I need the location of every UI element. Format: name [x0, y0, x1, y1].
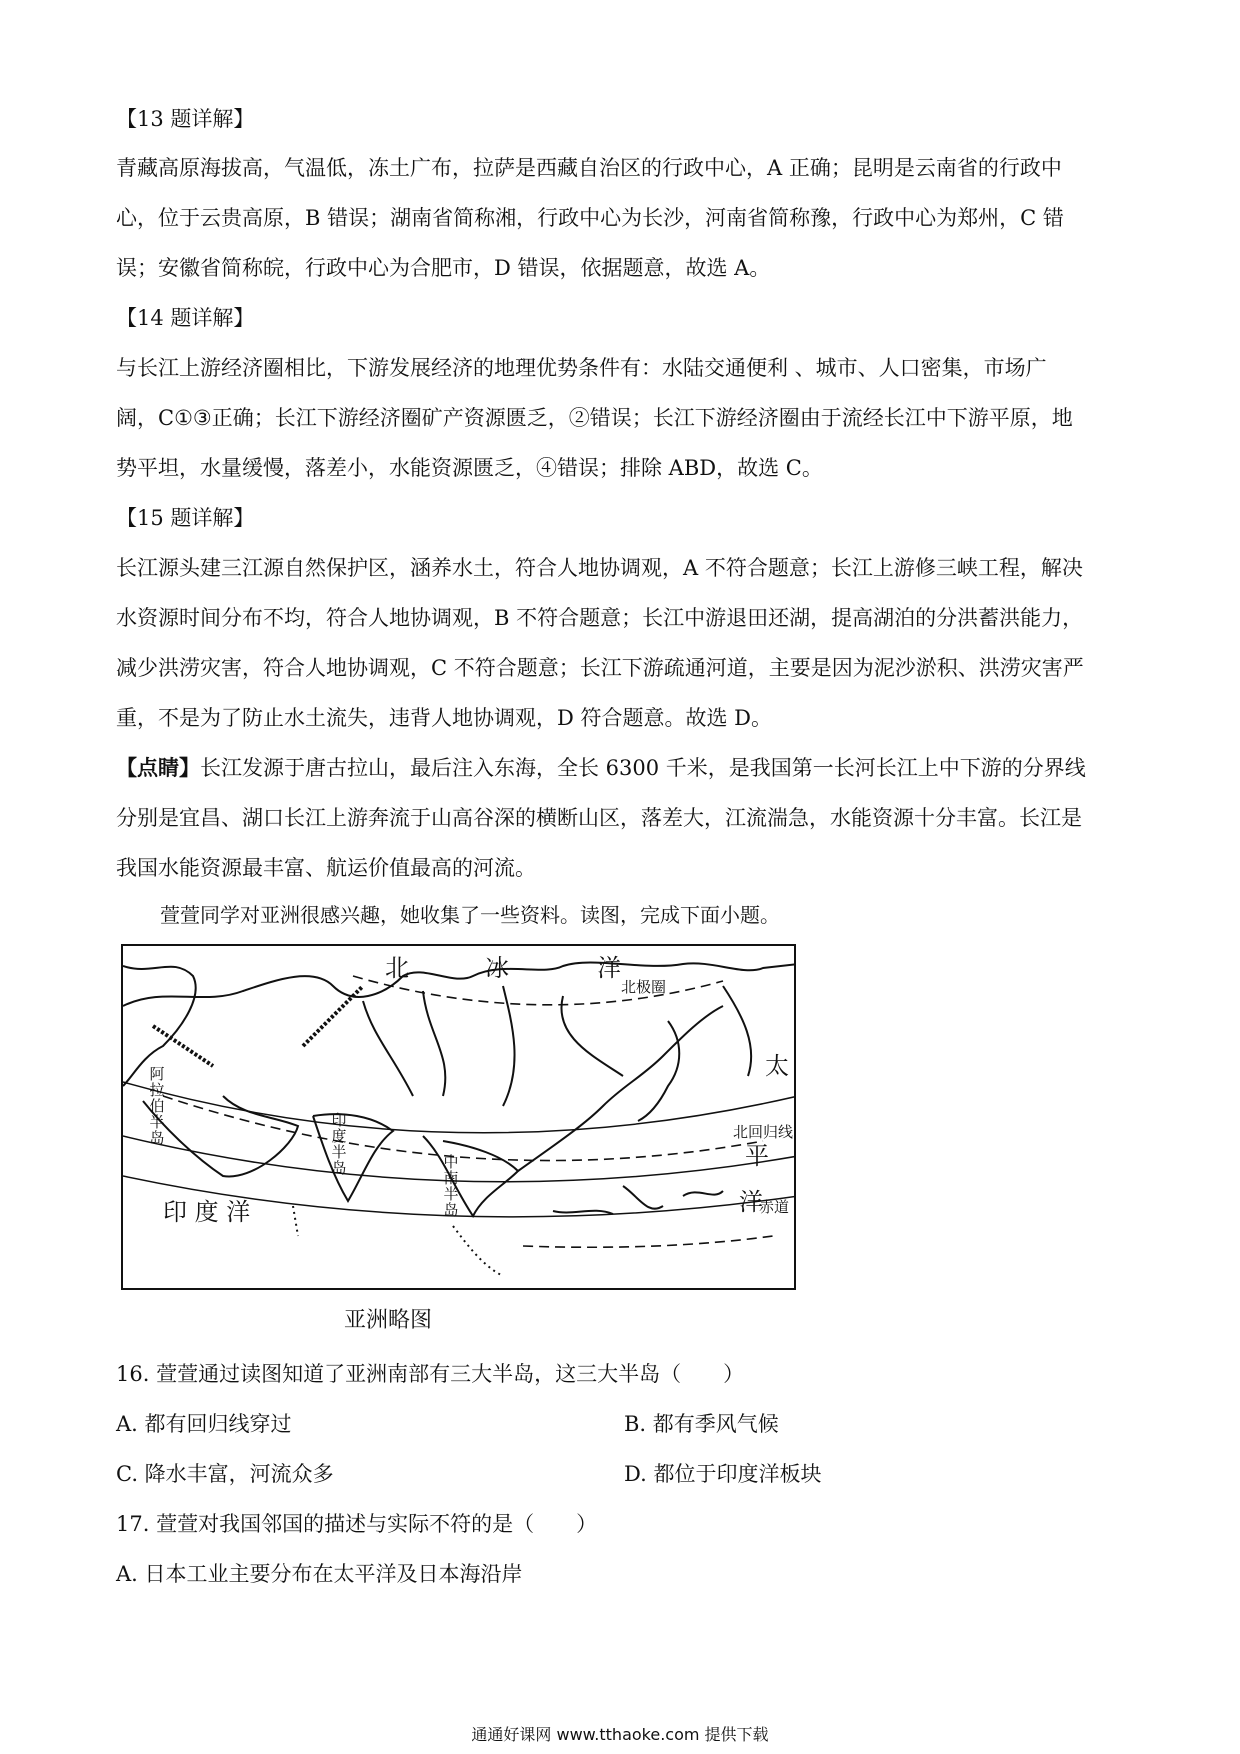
question-16-option-a: A. 都有回归线穿过: [116, 1412, 292, 1436]
label-india-2: 度: [331, 1127, 347, 1145]
label-india-4: 岛: [331, 1159, 347, 1177]
india-outline: [313, 1111, 393, 1201]
northern-coastline: [123, 962, 796, 1006]
note-line-3: 我国水能资源最丰富、航运价值最高的河流。: [116, 856, 536, 880]
section-13-line-1: 青藏高原海拔高，气温低，冻土广布，拉萨是西藏自治区的行政中心，A 正确；昆明是云南省的行政中: [116, 156, 1062, 180]
lower-arc: [123, 1136, 796, 1182]
label-equator: 赤道: [759, 1198, 790, 1216]
arabia-outline: [143, 1096, 298, 1176]
label-indochina-2: 南: [443, 1169, 459, 1187]
question-16-option-b: B. 都有季风气候: [624, 1412, 779, 1436]
note-line-2: 分别是宜昌、湖口长江上游奔流于山高谷深的横断山区，落差大，江流湍急，水能资源十分丰富。长江是: [116, 806, 1082, 830]
label-arabia-2: 拉: [149, 1081, 165, 1099]
maldives-dots: [293, 1206, 298, 1236]
japan-islands: [638, 1021, 679, 1121]
label-pacific-2: 平: [745, 1142, 769, 1170]
river-4: [561, 996, 623, 1076]
china-coastline: [518, 1006, 723, 1171]
label-indian-ocean: 印 度 洋: [163, 1198, 251, 1226]
section-13-line-3: 误；安徽省简称皖，行政中心为合肥市，D 错误，依据题意，故选 A。: [116, 256, 771, 280]
label-arabia-1: 阿: [149, 1065, 165, 1083]
sumatra-dots: [453, 1226, 503, 1276]
southeast-asia-islands: [553, 1186, 723, 1214]
label-arabia-5: 岛: [149, 1129, 165, 1147]
label-arctic-1: 北: [385, 954, 409, 982]
river-2: [423, 991, 445, 1096]
section-13-heading: 【13 题详解】: [116, 107, 255, 131]
question-16-option-c: C. 降水丰富，河流众多: [116, 1462, 334, 1486]
map-caption: 亚洲略图: [344, 1308, 433, 1333]
label-arctic-2: 冰: [485, 954, 509, 982]
note-label: 【点睛】: [116, 755, 200, 780]
label-arabia-peninsula: [149, 1066, 165, 1146]
section-15-line-1: 长江源头建三江源自然保护区，涵养水土，符合人地协调观，A 不符合题意；长江上游修三峡工程，解决: [116, 556, 1083, 580]
indochina-outline: [423, 1136, 518, 1219]
section-15-line-3: 减少洪涝灾害，符合人地协调观，C 不符合题意；长江下游疏通河道，主要是因为泥沙淤积、洪涝灾害严: [116, 656, 1084, 680]
tropic-of-cancer-line: [163, 1096, 763, 1161]
question-16-option-d: D. 都位于印度洋板块: [624, 1462, 822, 1486]
section-15-line-2: 水资源时间分布不均，符合人地协调观，B 不符合题意；长江中游退田还湖，提高湖泊的分洪蓄洪能力，: [116, 606, 1084, 630]
tropic-arc: [123, 1082, 796, 1133]
kamchatka: [723, 986, 751, 1076]
section-14-heading: 【14 题详解】: [116, 306, 255, 330]
label-indochina-3: 半: [443, 1185, 459, 1203]
question-16-stem: 16. 萱萱通过读图知道了亚洲南部有三大半岛，这三大半岛（ ）: [116, 1362, 745, 1386]
footer-source: 通通好课网 www.tthaoke.com 提供下载: [471, 1725, 769, 1744]
section-14-line-2: 阔，C①③正确；长江下游经济圈矿产资源匮乏，②错误；长江下游经济圈由于流经长江中下游平原，地: [116, 406, 1073, 430]
section-15-heading: 【15 题详解】: [116, 506, 255, 530]
label-india-1: 印: [331, 1111, 347, 1129]
asia-map: [121, 944, 796, 1290]
label-india-3: 半: [331, 1143, 347, 1161]
equator-line: [523, 1236, 773, 1247]
label-indochina-peninsula: [443, 1154, 459, 1218]
river-1: [363, 1001, 413, 1096]
label-indochina-1: 中: [443, 1153, 459, 1171]
label-arctic-circle: 北极圈: [621, 978, 667, 996]
label-arabia-3: 伯: [149, 1097, 165, 1115]
section-14-line-1: 与长江上游经济圈相比，下游发展经济的地理优势条件有：水陆交通便利 、城市、人口密集，市场广: [116, 356, 1047, 380]
question-17-stem: 17. 萱萱对我国邻国的描述与实际不符的是（ ）: [116, 1512, 598, 1536]
label-arctic-3: 洋: [597, 954, 621, 982]
section-14-line-3: 势平坦，水量缓慢，落差小，水能资源匮乏，④错误；排除 ABD，故选 C。: [116, 456, 823, 480]
section-13-line-2: 心，位于云贵高原，B 错误；湖南省简称湘，行政中心为长沙，河南省简称豫，行政中心为郑州，C 错: [116, 206, 1064, 230]
ural-mountains: [303, 986, 363, 1046]
label-indochina-4: 岛: [443, 1201, 459, 1219]
label-pacific-1: 太: [765, 1052, 789, 1080]
label-pacific-3: 洋: [739, 1188, 763, 1216]
question-17-option-a: A. 日本工业主要分布在太平洋及日本海沿岸: [116, 1562, 523, 1586]
label-india-peninsula: [331, 1112, 347, 1176]
label-arabia-4: 半: [149, 1113, 165, 1131]
asia-map-drawing: [123, 946, 796, 1290]
note-line-1: [116, 753, 1086, 783]
section-15-line-4: 重，不是为了防止水土流失，违背人地协调观，D 符合题意。故选 D。: [116, 706, 773, 730]
map-intro-text: 萱萱同学对亚洲很感兴趣，她收集了一些资料。读图，完成下面小题。: [160, 903, 780, 927]
note-text-1: 长江发源于唐古拉山，最后注入东海，全长 6300 千米，是我国第一长河长江上中下游的分界线: [200, 756, 1086, 780]
label-tropic: 北回归线: [733, 1123, 794, 1141]
